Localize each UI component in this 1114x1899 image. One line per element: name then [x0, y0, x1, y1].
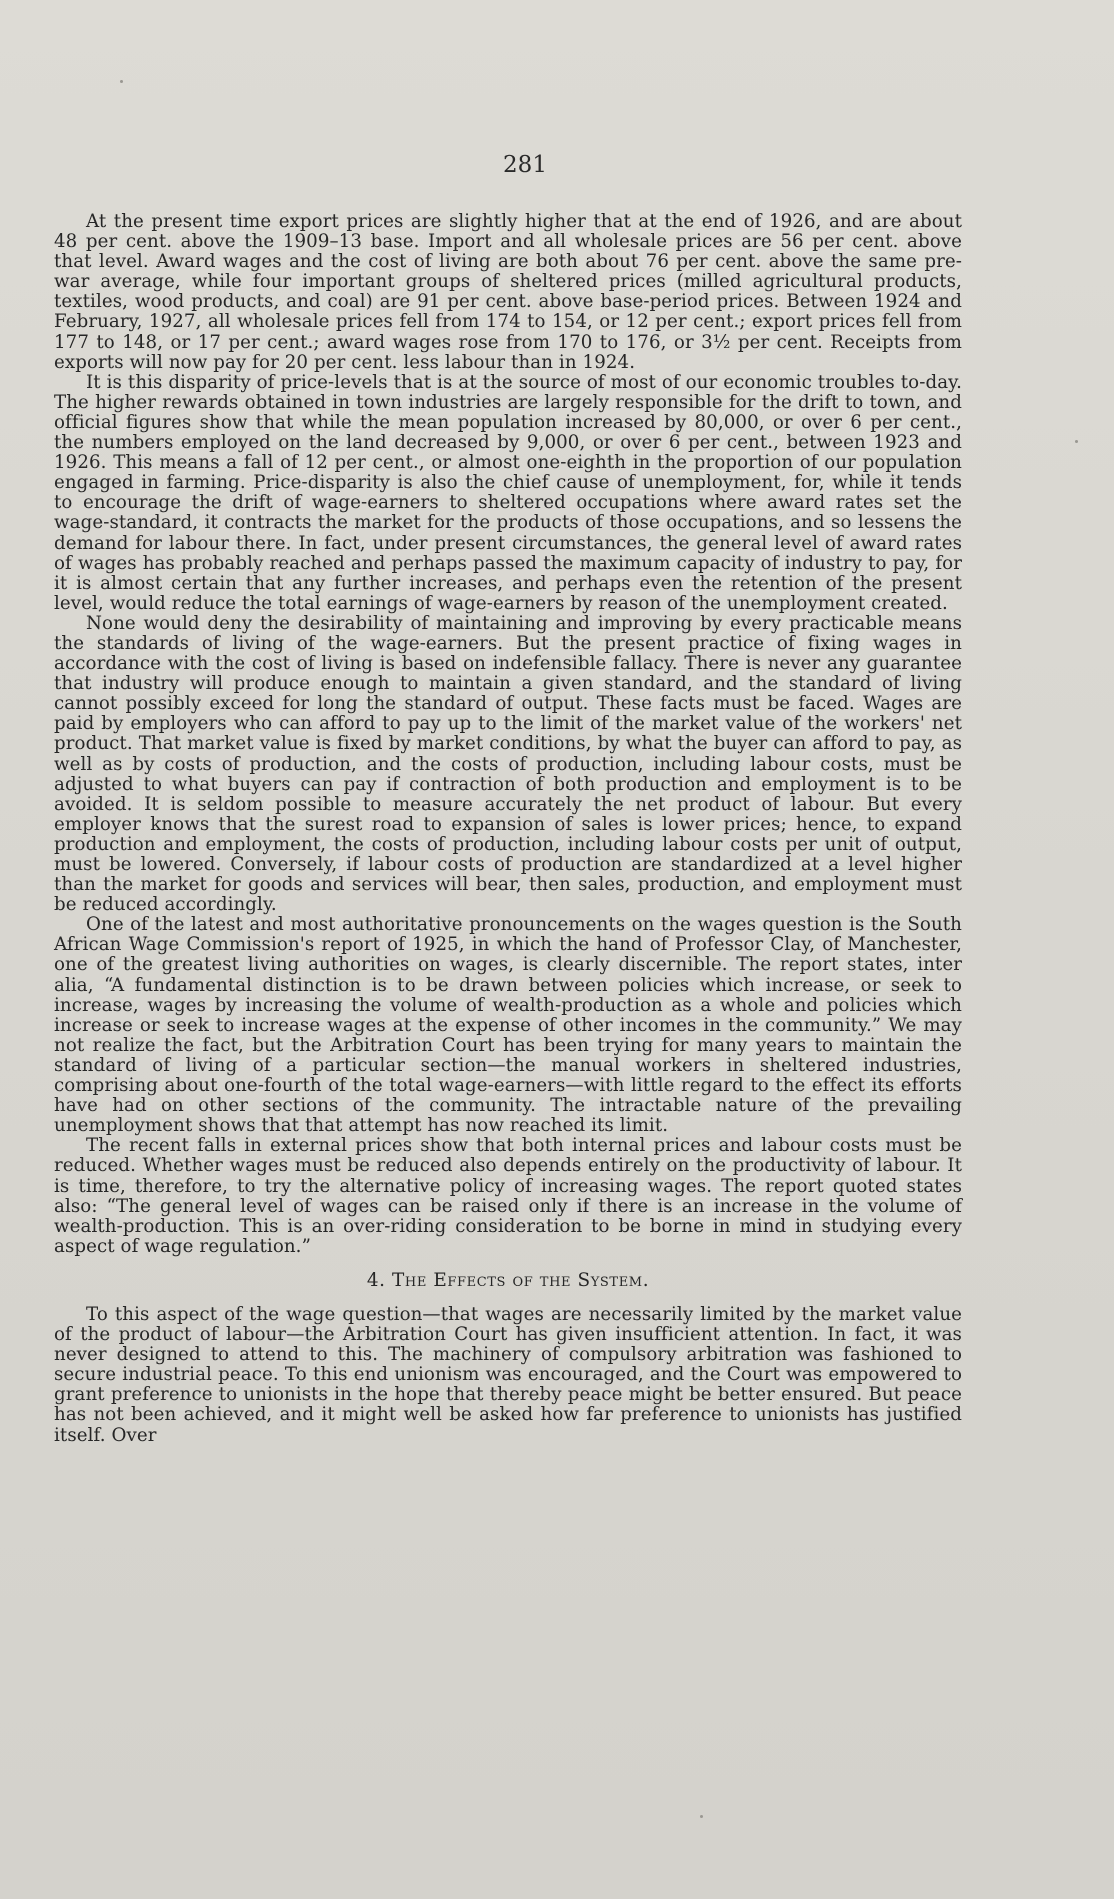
paragraph-effects-of-system: To this aspect of the wage question—that wages are necessarily limited by the market value of the product of labour—the Arbitration Court has given insufficient attention. In fact, it was never designed to attend to this. The machinery of compulsory arbitration was fashioned to secure industrial peace. To this end unionism was encouraged, and the Court was empowered to grant preference to unionists in the hope that thereby peace might be better ensured. But peace has not been achieved, and it might well be asked how far preference to unionists has justified itself. Over: [54, 1303, 962, 1446]
paragraph-external-prices: The recent falls in external prices show that both internal prices and labour costs must be reduced. Whether wages must be reduced also depends entirely on the productivity of labour. It is time, therefore, to try the alternative policy of increasing wages. The report quoted states also: “The general level of wages can be raised only if there is an increase in the volume of wealth-production. This is an over-riding consideration to be borne in mind in studying every aspect of wage regulation.”: [54, 1135, 962, 1257]
section-heading: 4. The Effects of the System.: [366, 1269, 650, 1291]
body-text: [54, 212, 962, 1446]
paper-speck: [1075, 440, 1078, 443]
page-number: 281: [503, 152, 547, 178]
paragraph-standards-of-living: None would deny the desirability of maintaining and improving by every practicable means the standards of living of the wage-earners. But the present practice of fixing wages in accordance with the cost of living is based on indefensible fallacy. There is never any guarantee that industry will produce enough to maintain a given standard, and the standard of living cannot possibly exceed for long the standard of output. These facts must be faced. Wages are paid by employers who can afford to pay up to the limit of the market value of the workers' net product. That market value is fixed by market conditions, by what the buyer can afford to pay, as well as by costs of production, and the costs of production, including labour costs, must be adjusted to what buyers can pay if contraction of both production and employment is to be avoided. It is seldom possible to measure accurately the net product of labour. But every employer knows that the surest road to expansion of sales is lower prices; hence, to expand production and employment, the costs of production, including labour costs per unit of output, must be lowered. Conversely, if labour costs of production are standardized at a level higher than the market for goods and services will bear, then sales, production, and employment must be reduced accordingly.: [54, 612, 962, 916]
paper-speck: [120, 80, 123, 83]
paragraph-wage-commission: One of the latest and most authoritative pronouncements on the wages question is the South African Wage Commission's report of 1925, in which the hand of Professor Clay, of Manchester, one of the greatest living authorities on wages, is clearly discernible. The report states, inter alia, “A fundamental distinction is to be drawn between policies which increase, or seek to increase, wages by increasing the volume of wealth-production as a whole and policies which increase or seek to increase wages at the expense of other incomes in the community.” We may not realize the fact, but the Arbitration Court has been trying for many years to maintain the standard of living of a particular section—the manual workers in sheltered industries, comprising about one-fourth of the total wage-earners—with little regard to the effect its efforts have had on other sections of the community. The intractable nature of the prevailing unemployment shows that that attempt has now reached its limit.: [54, 914, 962, 1137]
paper-speck: [700, 1815, 703, 1818]
paragraph-export-prices: At the present time export prices are slightly higher that at the end of 1926, and are about 48 per cent. above the 1909–13 base. Import and all wholesale prices are 56 per cent. above that level. Award wages and the cost of living are both about 76 per cent. above the same pre-war average, while four important groups of sheltered prices (milled agricultural products, textiles, wood products, and coal) are 91 per cent. above base-period prices. Between 1924 and February, 1927, all wholesale prices fell from 174 to 154, or 12 per cent.; export prices fell from 177 to 148, or 17 per cent.; award wages rose from 170 to 176, or 3½ per cent. Receipts from exports will now pay for 20 per cent. less labour than in 1924.: [54, 211, 962, 373]
paragraph-price-disparity: It is this disparity of price-levels that is at the source of most of our economic troubles to-day. The higher rewards obtained in town industries are largely responsible for the drift to town, and official figures show that while the mean population increased by 80,000, or over 6 per cent., the numbers employed on the land decreased by 9,000, or over 6 per cent., between 1923 and 1926. This means a fall of 12 per cent., or almost one-eighth in the proportion of our population engaged in farming. Price-disparity is also the chief cause of unemployment, for, while it tends to encourage the drift of wage-earners to sheltered occupations where award rates set the wage-standard, it contracts the market for the products of those occupations, and so lessens the demand for labour there. In fact, under present circumstances, the general level of award rates of wages has probably reached and perhaps passed the maximum capacity of industry to pay, for it is almost certain that any further increases, and perhaps even the retention of the present level, would reduce the total earnings of wage-earners by reason of the unemployment created.: [54, 371, 962, 614]
